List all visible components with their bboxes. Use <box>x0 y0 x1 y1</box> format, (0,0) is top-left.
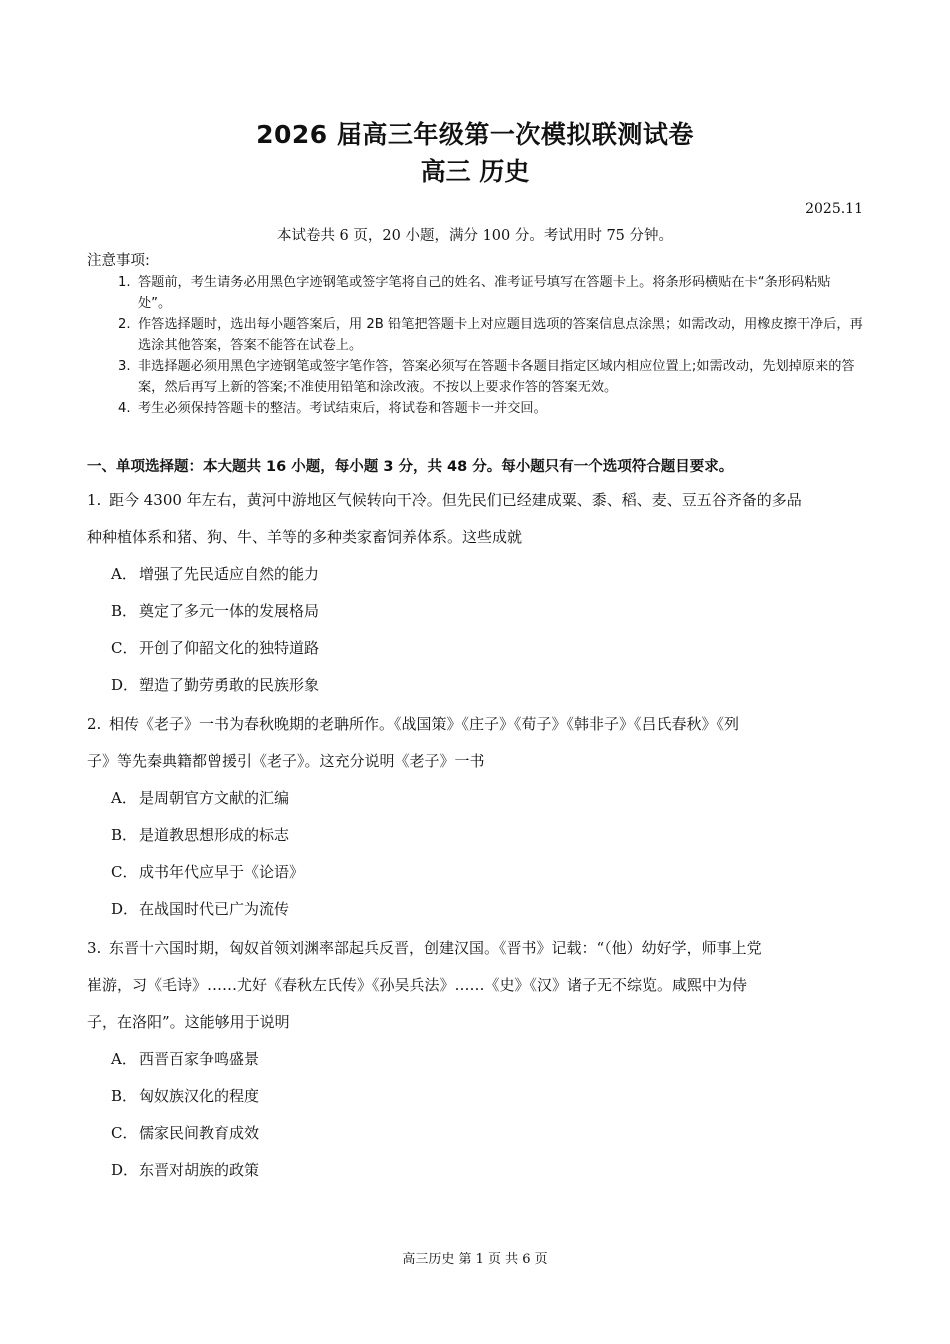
question-1 <box>87 482 867 704</box>
question-text-line: 相传《老子》一书为春秋晚期的老聃所作。《战国策》《庄子》《荀子》《韩非子》《吕氏春秋》《列 <box>109 715 740 733</box>
option-d <box>87 667 867 704</box>
notice-item-number: 3. <box>118 359 131 374</box>
notice-item <box>118 272 863 314</box>
option-text: 增强了先民适应自然的能力 <box>139 565 320 583</box>
option-letter: B． <box>111 602 138 620</box>
notice-item-text: 考生必须保持答题卡的整洁。考试结束后，将试卷和答题卡一并交回。 <box>138 401 547 416</box>
option-a <box>87 556 867 593</box>
option-letter: C． <box>111 1124 138 1142</box>
notice-item <box>118 356 863 398</box>
question-text-line: 东晋十六国时期，匈奴首领刘渊率部起兵反晋，创建汉国。《晋书》记载：“（他）幼好学，师事上党 <box>109 939 762 957</box>
option-c <box>87 1115 867 1152</box>
option-a <box>87 1041 867 1078</box>
question-text-line: 子，在洛阳”。这能够用于说明 <box>87 1013 290 1031</box>
option-a <box>87 780 867 817</box>
question-2 <box>87 706 867 928</box>
option-letter: B． <box>111 1087 138 1105</box>
notice-list <box>118 272 863 419</box>
option-text: 塑造了勤劳勇敢的民族形象 <box>139 676 320 694</box>
question-3 <box>87 930 867 1189</box>
question-number: 3. <box>87 939 102 957</box>
option-text: 开创了仰韶文化的独特道路 <box>139 639 320 657</box>
exam-date: 2025.11 <box>805 201 863 217</box>
option-c <box>87 630 867 667</box>
option-letter: A． <box>111 789 137 807</box>
notice-item-number: 2. <box>118 317 131 332</box>
option-text: 奠定了多元一体的发展格局 <box>139 602 320 620</box>
question-stem <box>87 482 867 519</box>
question-text-line: 距今 4300 年左右，黄河中游地区气候转向干冷。但先民们已经建成粟、黍、稻、麦、豆五谷齐备的多品 <box>109 491 802 509</box>
option-d <box>87 891 867 928</box>
question-stem <box>87 706 867 743</box>
notice-heading: 注意事项: <box>87 253 150 269</box>
question-text-line: 子》等先秦典籍都曾援引《老子》。这充分说明《老子》一书 <box>87 752 485 770</box>
question-text-line: 种种植体系和猪、狗、牛、羊等的多种类家畜饲养体系。这些成就 <box>87 528 523 546</box>
exam-title: 2026 届高三年级第一次模拟联测试卷 <box>256 120 694 149</box>
option-letter: A． <box>111 565 137 583</box>
page-footer: 高三历史 第 1 页 共 6 页 <box>402 1252 548 1267</box>
option-text: 在战国时代已广为流传 <box>139 900 290 918</box>
exam-meta: 本试卷共 6 页，20 小题，满分 100 分。考试用时 75 分钟。 <box>276 228 674 244</box>
notice-item <box>118 314 863 356</box>
question-stem <box>87 930 867 967</box>
option-text: 西晋百家争鸣盛景 <box>139 1050 260 1068</box>
option-b <box>87 593 867 630</box>
option-text: 是道教思想形成的标志 <box>139 826 290 844</box>
option-letter: D． <box>111 676 139 694</box>
option-d <box>87 1152 867 1189</box>
option-text: 匈奴族汉化的程度 <box>139 1087 260 1105</box>
question-number: 1. <box>87 491 102 509</box>
option-b <box>87 817 867 854</box>
option-text: 东晋对胡族的政策 <box>139 1161 260 1179</box>
option-letter: D． <box>111 900 139 918</box>
option-letter: C． <box>111 863 138 881</box>
notice-item-text: 非选择题必须用黑色字迹钢笔或签字笔作答，答案必须写在答题卡各题目指定区域内相应位置上;如需改动，先划掉原来的答案，然后再写上新的答案;不准使用铅笔和涂改液。不按以上要求作答的答案无效。 <box>138 359 855 395</box>
notice-item-text: 作答选择题时，选出每小题答案后，用 2B 铅笔把答题卡上对应题目选项的答案信息点涂黑；如需改动，用橡皮擦干净后，再选涂其他答案，答案不能答在试卷上。 <box>138 317 863 353</box>
option-text: 是周朝官方文献的汇编 <box>139 789 290 807</box>
option-letter: C． <box>111 639 138 657</box>
option-b <box>87 1078 867 1115</box>
exam-subtitle: 高三 历史 <box>420 157 530 186</box>
section-heading: 一、单项选择题：本大题共 16 小题，每小题 3 分，共 48 分。每小题只有一个选项符合题目要求。 <box>87 459 734 475</box>
notice-item-number: 4. <box>118 401 131 416</box>
option-letter: B． <box>111 826 138 844</box>
option-text: 儒家民间教育成效 <box>139 1124 260 1142</box>
notice-item <box>118 398 863 419</box>
question-text-line: 崔游，习《毛诗》……尤好《春秋左氏传》《孙吴兵法》……《史》《汉》诸子无不综览。咸熙中为侍 <box>87 976 748 994</box>
option-c <box>87 854 867 891</box>
option-letter: D． <box>111 1161 139 1179</box>
notice-item-text: 答题前，考生请务必用黑色字迹钢笔或签字笔将自己的姓名、准考证号填写在答题卡上。将条形码横贴在卡“条形码粘贴处”。 <box>138 275 831 311</box>
notice-item-number: 1. <box>118 275 131 290</box>
option-text: 成书年代应早于《论语》 <box>139 863 305 881</box>
question-number: 2. <box>87 715 102 733</box>
option-letter: A． <box>111 1050 137 1068</box>
